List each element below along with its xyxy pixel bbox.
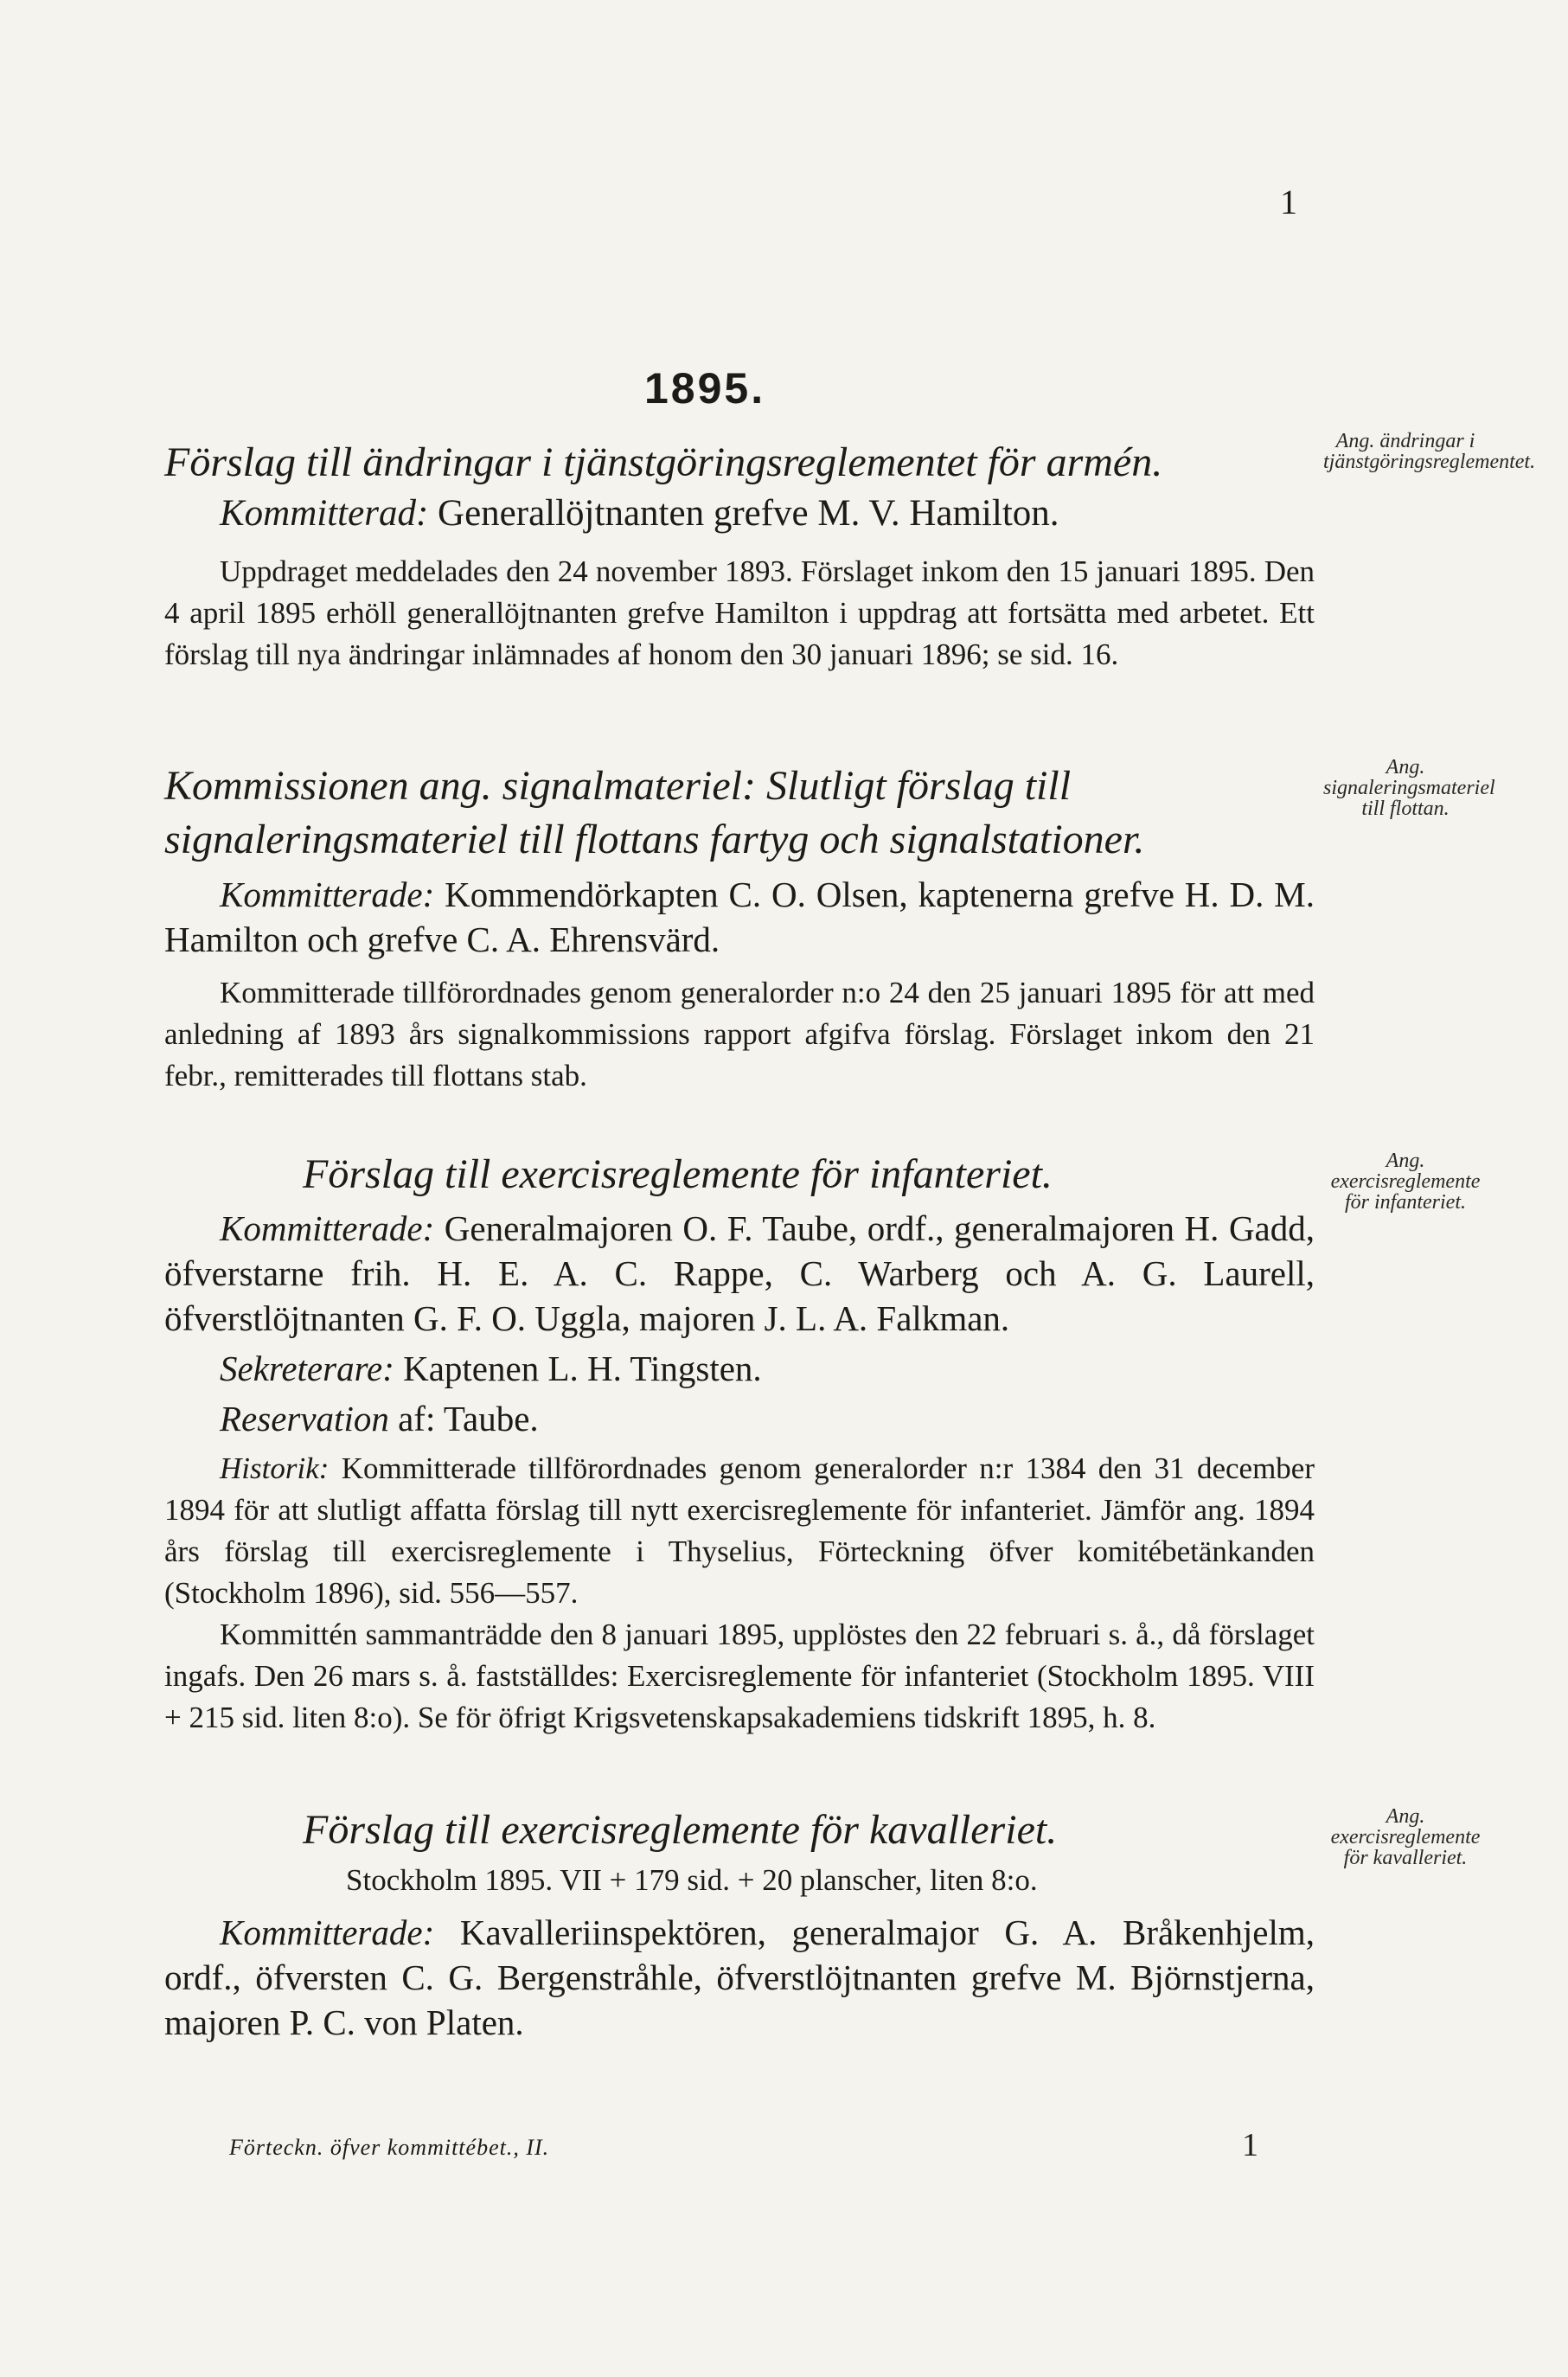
committee-line xyxy=(164,489,1315,539)
margin-note: Ang. exercisreglemente för infanteriet. xyxy=(1330,1150,1481,1214)
margin-note: Ang. ändringar i tjänstgöringsreglementet. xyxy=(1323,430,1536,473)
reservation-line xyxy=(164,1396,1315,1441)
history-label: Historik: xyxy=(220,1451,330,1485)
committee-label: Kommitterade: xyxy=(220,875,435,914)
committee-text: Kommendörkapten C. O. Olsen, kaptenerna grefve H. D. M. Hamilton och grefve C. A. Ehrensvärd. xyxy=(164,875,1315,959)
committee-label: Kommitterad: xyxy=(220,493,429,534)
section-title: Förslag till ändringar i tjänstgöringsreglementet för armén. xyxy=(164,439,1163,485)
section-cavalry-drill xyxy=(164,1804,1315,2045)
committee-text: Kavalleriinspektören, generalmajor G. A. Bråkenhjelm, ordf., öfversten C. G. Bergenstråhle, öfverstlöjtnanten grefve M. Björnstjerna, majoren P. C. von Platen. xyxy=(164,1912,1315,2042)
committee-line xyxy=(164,1910,1315,2045)
committee-text: Generallöjtnanten grefve M. V. Hamilton. xyxy=(428,493,1059,534)
margin-note: Ang. exercisreglemente för kavalleriet. xyxy=(1330,1805,1481,1869)
committee-label: Kommitterade: xyxy=(220,1208,435,1248)
section-title: Kommissionen ang. signalmateriel: Slutligt förslag till signaleringsmateriel till flottans fartyg och signalstationer. xyxy=(164,763,1145,862)
history-text: Kommitterade tillförordnades genom generalorder n:r 1384 den 31 december 1894 för att slutligt affatta förslag till nytt exercisreglemente för infanteriet. Jämför ang. 1894 års förslag till exercisreglemente i Thyselius, Förteckning öfver komitébetänkanden (Stockholm 1896), sid. 556—557. xyxy=(164,1451,1315,1610)
margin-note: Ang. signaleringsmateriel till flottan. xyxy=(1323,756,1495,820)
secretary-line xyxy=(164,1346,1315,1391)
reservation-text: af: Taube. xyxy=(388,1399,539,1438)
footer-reference: Förteckn. öfver kommittébet., II. xyxy=(229,2135,550,2160)
history-paragraph xyxy=(164,1448,1315,1614)
reservation-label: Reservation xyxy=(220,1399,389,1438)
section-body: Kommitterade tillförordnades genom generalorder n:o 24 den 25 januari 1895 för att med anledning af 1893 års signalkommissions rapport afgifva förslag. Förslaget inkom den 21 febr., remitterades till flottans stab. xyxy=(164,976,1315,1092)
section-army-service-regulations xyxy=(164,437,1315,676)
committee-text: Generalmajoren O. F. Taube, ordf., generalmajoren H. Gadd, öfverstarne frih. H. E. A. C. Rappe, C. Warberg och A. G. Laurell, öfverstlöjtnanten G. F. O. Uggla, majoren J. L. A. Falkman. xyxy=(164,1208,1315,1338)
secretary-label: Sekreterare: xyxy=(220,1349,394,1388)
committee-line xyxy=(164,872,1315,962)
page-number: 1 xyxy=(1280,183,1297,221)
section-title: Förslag till exercisreglemente för kavalleriet. xyxy=(303,1807,1058,1853)
committee-line xyxy=(164,1206,1315,1341)
secretary-text: Kaptenen L. H. Tingsten. xyxy=(394,1349,762,1388)
footer-signature: 1 xyxy=(1242,2127,1258,2163)
committee-label: Kommitterade: xyxy=(220,1912,435,1952)
year-heading: 1895. xyxy=(644,364,766,413)
section-infantry-drill xyxy=(164,1149,1315,1739)
history-paragraph-2: Kommittén sammanträdde den 8 januari 1895, upplöstes den 22 februari s. å., då förslaget ingafs. Den 26 mars s. å. fastställdes: Exercisreglemente för infanteriet (Stockholm 1895. VIII + 215 sid. liten 8:o). Se för öfrigt Krigsvetenskapsakademiens tidskrift 1895, h. 8. xyxy=(164,1618,1315,1734)
section-body: Uppdraget meddelades den 24 november 1893. Förslaget inkom den 15 januari 1895. Den 4 april 1895 erhöll generallöjtnanten grefve Hamilton i uppdrag att fortsätta med arbetet. Ett förslag till nya ändringar inlämnades af honom den 30 januari 1896; se sid. 16. xyxy=(164,554,1315,671)
section-subtitle: Stockholm 1895. VII + 179 sid. + 20 planscher, liten 8:o. xyxy=(346,1863,1038,1897)
section-title: Förslag till exercisreglemente för infanteriet. xyxy=(303,1151,1053,1197)
section-signal-materiel xyxy=(164,759,1315,1097)
